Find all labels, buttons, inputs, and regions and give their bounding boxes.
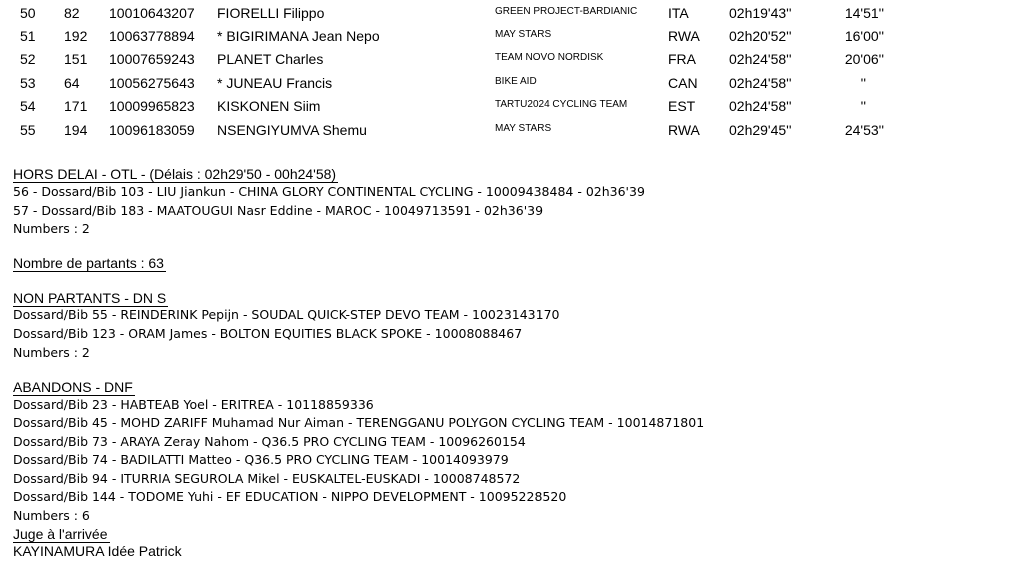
uci-id-cell: 10007659243 (109, 51, 195, 67)
gap-cell: 24'53'' (844, 122, 884, 138)
table-row (0, 25, 1024, 48)
gap-cell: '' (860, 98, 866, 114)
table-row (0, 48, 1024, 71)
time-cell: 02h20'52'' (729, 28, 792, 44)
team-cell: GREEN PROJECT-BARDIANIC (495, 6, 638, 17)
list-item: Dossard/Bib 73 - ARAYA Zeray Nahom - Q36.5 PRO CYCLING TEAM - 10096260154 (13, 434, 526, 449)
list-item: Dossard/Bib 23 - HABTEAB Yoel - ERITREA - 10118859336 (13, 397, 374, 412)
bib-cell: 64 (64, 75, 80, 91)
list-item: Dossard/Bib 123 - ORAM James - BOLTON EQUITIES BLACK SPOKE - 10008088467 (13, 326, 523, 341)
table-row (0, 72, 1024, 95)
bib-cell: 192 (64, 28, 88, 44)
table-row (0, 95, 1024, 118)
time-cell: 02h24'58'' (729, 98, 792, 114)
position-cell: 52 (20, 51, 36, 67)
list-item: Dossard/Bib 45 - MOHD ZARIFF Muhamad Nur Aiman - TERENGGANU POLYGON CYCLING TEAM - 10014871801 (13, 415, 705, 430)
nationality-cell: RWA (668, 28, 700, 44)
position-cell: 50 (20, 5, 36, 21)
table-row (0, 2, 1024, 25)
rider-name-cell: NSENGIYUMVA Shemu (217, 122, 367, 138)
table-row (0, 119, 1024, 142)
list-item: 56 - Dossard/Bib 103 - LIU Jiankun - CHINA GLORY CONTINENTAL CYCLING - 10009438484 - 02h36'39 (13, 184, 645, 199)
dns-heading: NON PARTANTS - DN S (13, 290, 167, 306)
position-cell: 54 (20, 98, 36, 114)
team-cell: TARTU2024 CYCLING TEAM (495, 99, 628, 110)
rider-name-cell: PLANET Charles (217, 51, 324, 67)
uci-id-cell: 10096183059 (109, 122, 195, 138)
bib-cell: 171 (64, 98, 88, 114)
otl-heading: HORS DELAI - OTL - (Délais : 02h29'50 - 00h24'58) (13, 166, 337, 182)
uci-id-cell: 10010643207 (109, 5, 195, 21)
dnf-heading: ABANDONS - DNF (13, 379, 133, 395)
numbers-count: Numbers : 6 (13, 508, 90, 523)
uci-id-cell: 10009965823 (109, 98, 195, 114)
uci-id-cell: 10056275643 (109, 75, 195, 91)
starters-count: Nombre de partants : 63 (13, 255, 164, 271)
team-cell: MAY STARS (495, 123, 552, 134)
bib-cell: 151 (64, 51, 88, 67)
gap-cell: '' (860, 75, 866, 91)
gap-cell: 14'51'' (844, 5, 884, 21)
time-cell: 02h29'45'' (729, 122, 792, 138)
list-item: Dossard/Bib 55 - REINDERINK Pepijn - SOUDAL QUICK-STEP DEVO TEAM - 10023143170 (13, 307, 560, 322)
time-cell: 02h19'43'' (729, 5, 792, 21)
list-item: Dossard/Bib 74 - BADILATTI Matteo - Q36.5 PRO CYCLING TEAM - 10014093979 (13, 452, 509, 467)
list-item: Dossard/Bib 94 - ITURRIA SEGUROLA Mikel - EUSKALTEL-EUSKADI - 10008748572 (13, 471, 521, 486)
team-cell: BIKE AID (495, 76, 537, 87)
nationality-cell: FRA (668, 51, 696, 67)
bib-cell: 82 (64, 5, 80, 21)
rider-name-cell: * BIGIRIMANA Jean Nepo (217, 28, 380, 44)
uci-id-cell: 10063778894 (109, 28, 195, 44)
rider-name-cell: KISKONEN Siim (217, 98, 321, 114)
judge-name: KAYINAMURA Idée Patrick (13, 543, 182, 559)
judge-heading: Juge à l'arrivée (13, 526, 108, 542)
position-cell: 51 (20, 28, 36, 44)
rider-name-cell: FIORELLI Filippo (217, 5, 325, 21)
time-cell: 02h24'58'' (729, 51, 792, 67)
gap-cell: 16'00'' (844, 28, 884, 44)
time-cell: 02h24'58'' (729, 75, 792, 91)
team-cell: MAY STARS (495, 29, 552, 40)
nationality-cell: CAN (668, 75, 698, 91)
numbers-count: Numbers : 2 (13, 221, 90, 236)
bib-cell: 194 (64, 122, 88, 138)
nationality-cell: ITA (668, 5, 689, 21)
rider-name-cell: * JUNEAU Francis (217, 75, 333, 91)
nationality-cell: RWA (668, 122, 700, 138)
gap-cell: 20'06'' (844, 51, 884, 67)
team-cell: TEAM NOVO NORDISK (495, 52, 604, 63)
nationality-cell: EST (668, 98, 696, 114)
list-item: 57 - Dossard/Bib 183 - MAATOUGUI Nasr Eddine - MAROC - 10049713591 - 02h36'39 (13, 203, 544, 218)
position-cell: 53 (20, 75, 36, 91)
list-item: Dossard/Bib 144 - TODOME Yuhi - EF EDUCATION - NIPPO DEVELOPMENT - 10095228520 (13, 489, 567, 504)
numbers-count: Numbers : 2 (13, 345, 90, 360)
position-cell: 55 (20, 122, 36, 138)
